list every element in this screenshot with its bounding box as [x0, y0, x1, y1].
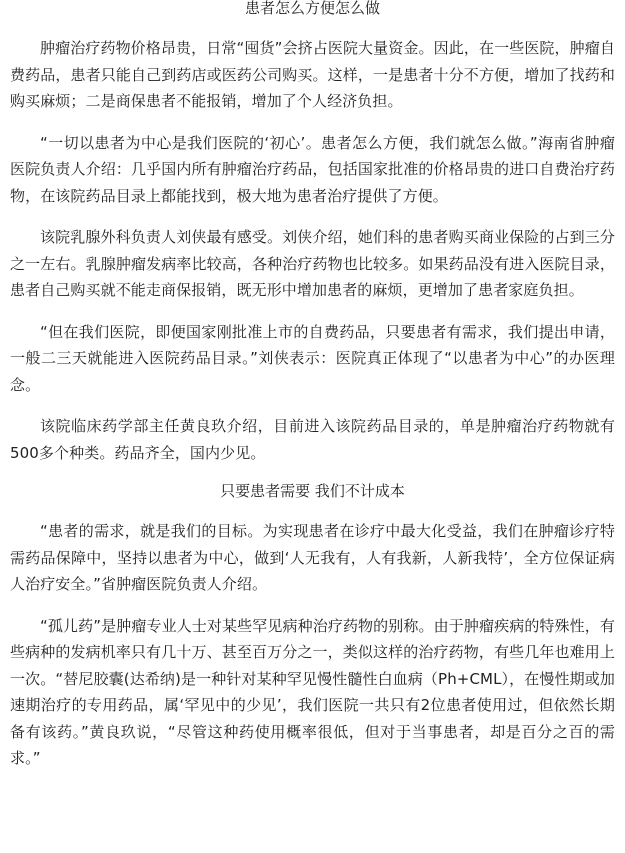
paragraph-5: 该院临床药学部主任黄良玖介绍，目前进入该院药品目录的，单是肿瘤治疗药物就有500多个种类。药品齐全，国内少见。 [10, 417, 615, 462]
paragraph-6: “患者的需求，就是我们的目标。为实现患者在诊疗中最大化受益，我们在肿瘤诊疗特需药品保障中，坚持以患者为中心，做到‘人无我有，人有我新，人新我特’，全方位保证病人治疗安全。”省肿瘤医院负责人介绍。 [10, 522, 615, 593]
section-title-1: 患者怎么方便怎么做 [244, 0, 380, 17]
paragraph-4: “但在我们医院，即便国家刚批准上市的自费药品，只要患者有需求，我们提出申请，一般二三天就能进入医院药品目录。”刘侠表示：医院真正体现了“以患者为中心”的办医理念。 [10, 322, 615, 394]
paragraph-2: “一切以患者为中心是我们医院的‘初心’。患者怎么方便，我们就怎么做。”海南省肿瘤医院负责人介绍：几乎国内所有肿瘤治疗药品，包括国家批准的价格昂贵的进口自费治疗药物，在该院药品目录上都能找到，极大地为患者治疗提供了方便。 [10, 133, 615, 205]
paragraph-1: 肿瘤治疗药物价格昂贵，日常“囤货”会挤占医院大量资金。因此，在一些医院，肿瘤自费药品，患者只能自己到药店或医药公司购买。这样，一是患者十分不方便，增加了找药和购买麻烦；二是商保患者不能报销，增加了个人经济负担。 [10, 39, 615, 110]
paragraph-3: 该院乳腺外科负责人刘侠最有感受。刘侠介绍，她们科的患者购买商业保险的占到三分之一左右。乳腺肿瘤发病率比较高，各种治疗药物也比较多。如果药品没有进入医院目录，患者自己购买就不能走商保报销，既无形中增加患者的麻烦，更增加了患者家庭负担。 [10, 228, 615, 299]
paragraph-7: “孤儿药”是肿瘤专业人士对某些罕见病种治疗药物的别称。由于肿瘤疾病的特殊性，有些病种的发病机率只有几十万、甚至百万分之一，类似这样的治疗药物，有些几年也难用上一次。“替尼胶囊(达希纳)是一种针对某种罕见慢性髓性白血病（Ph+CML），在慢性期或加速期治疗的专用药品，属‘罕见中的少见’，我们医院一共只有2位患者使用过，但依然长期备有该药。”黄良玖说，“尽管这种药使用概率很低，但对于当事患者，却是百分之百的需求。” [10, 616, 615, 767]
section-title-2: 只要患者需要 我们不计成本 [220, 482, 405, 500]
article-body [10, 0, 615, 772]
